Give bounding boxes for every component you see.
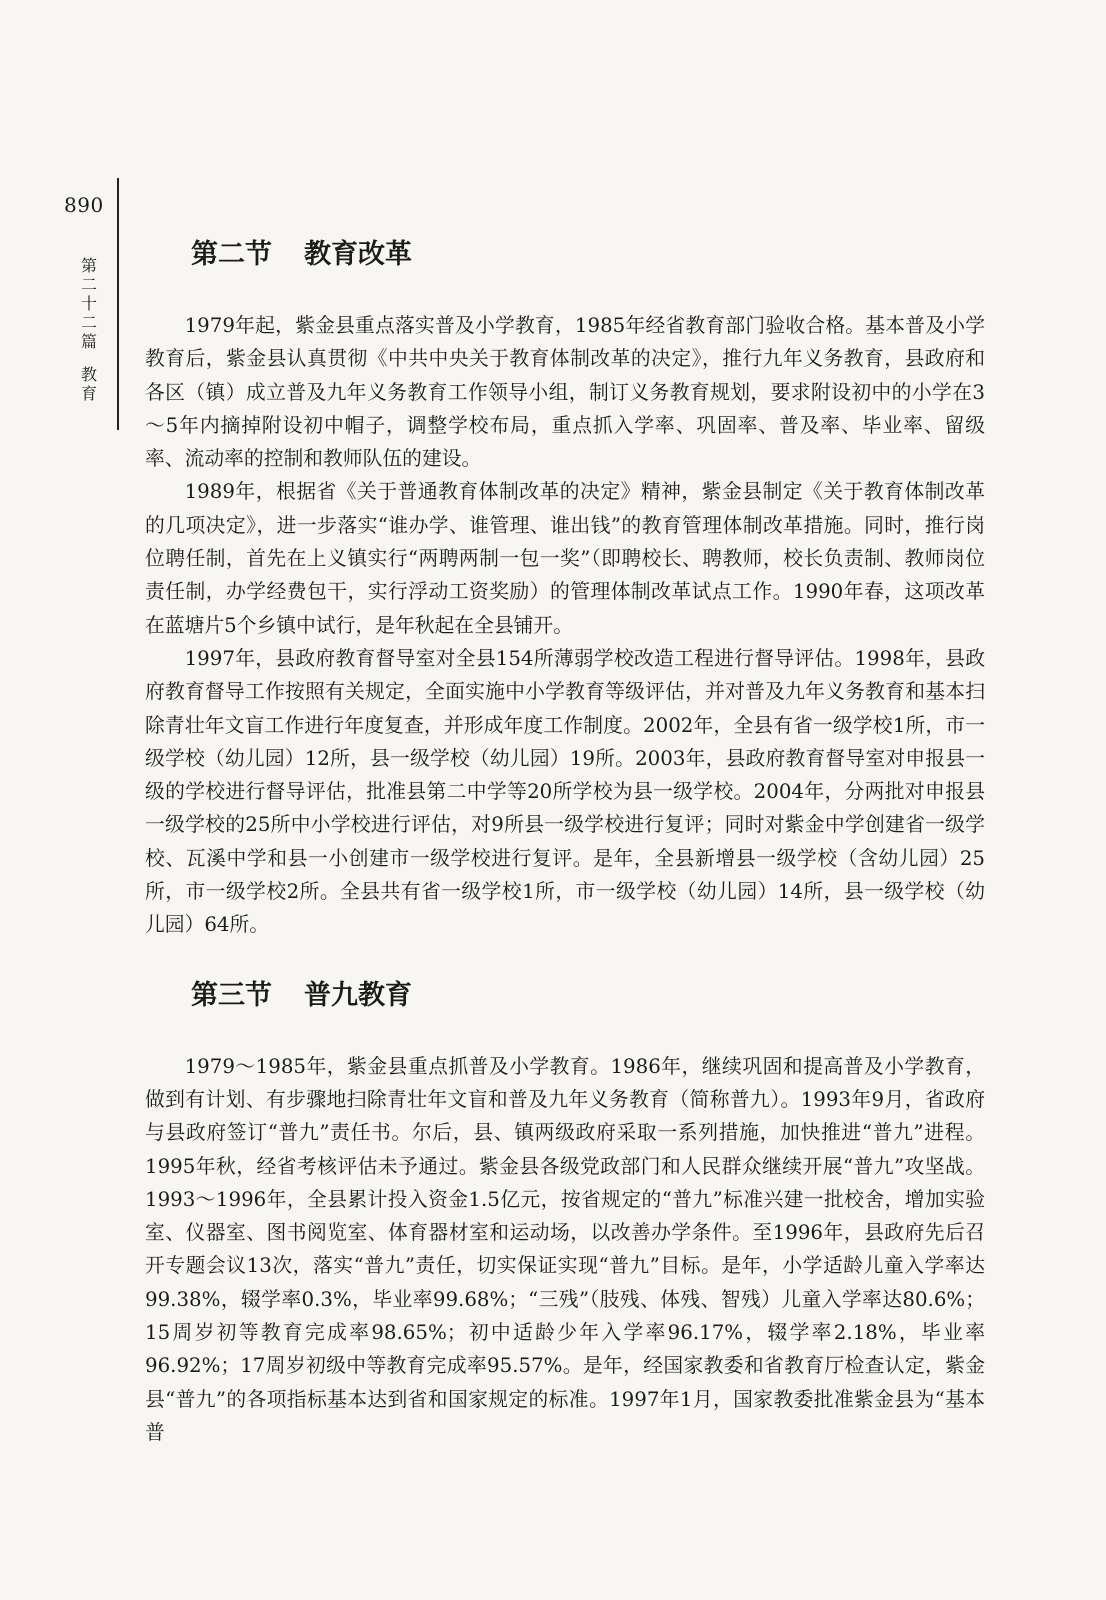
- paragraph: 1997年，县政府教育督导室对全县154所薄弱学校改造工程进行督导评估。1998年，县政府教育督导工作按照有关规定，全面实施中小学教育等级评估，并对普及九年义务教育和基本扫除青壮年文盲工作进行年度复查，并形成年度工作制度。2002年，全县有省一级学校1所，市一级学校（幼儿园）12所，县一级学校（幼儿园）19所。2003年，县政府教育督导室对申报县一级的学校进行督导评估，批准县第二中学等20所学校为县一级学校。2004年，分两批对申报县一级学校的25所中小学校进行评估，对9所县一级学校进行复评；同时对紫金中学创建省一级学校、瓦溪中学和县一小创建市一级学校进行复评。是年，全县新增县一级学校（含幼儿园）25所，市一级学校2所。全县共有省一级学校1所，市一级学校（幼儿园）14所，县一级学校（幼儿园）64所。: [145, 646, 985, 937]
- paragraph: 1989年，根据省《关于普通教育体制改革的决定》精神，紫金县制定《关于教育体制改革的几项决定》，进一步落实“谁办学、谁管理、谁出钱”的教育管理体制改革措施。同时，推行岗位聘任制，首先在上义镇实行“两聘两制一包一奖”（即聘校长、聘教师，校长负责制、教师岗位责任制，办学经费包干，实行浮动工资奖励）的管理体制改革试点工作。1990年春，这项改革在蓝塘片5个乡镇中试行，是年秋起在全县铺开。: [145, 480, 985, 637]
- section-education-reform: [145, 232, 985, 942]
- section-number: 第三节: [191, 979, 272, 1011]
- side-label-part: 第二十二篇: [80, 256, 97, 351]
- margin-rule: [117, 178, 119, 430]
- section-nine-year-education: [145, 973, 985, 1450]
- section-number: 第二节: [191, 239, 272, 270]
- section-heading: [191, 232, 985, 278]
- page-content: [145, 232, 985, 1449]
- side-label: [78, 256, 100, 403]
- side-label-topic: 教育: [80, 365, 97, 403]
- section-title: 教育改革: [304, 239, 412, 270]
- paragraph: 1979年起，紫金县重点落实普及小学教育，1985年经省教育部门验收合格。基本普及小学教育后，紫金县认真贯彻《中共中央关于教育体制改革的决定》，推行九年义务教育，县政府和各区（镇）成立普及九年义务教育工作领导小组，制订义务教育规划，要求附设初中的小学在3～5年内摘掉附设初中帽子，调整学校布局，重点抓入学率、巩固率、普及率、毕业率、留级率、流动率的控制和教师队伍的建设。: [145, 314, 985, 471]
- section-heading: [191, 973, 985, 1019]
- section-title: 普九教育: [304, 979, 412, 1011]
- page-number: 890: [64, 193, 104, 217]
- paragraph: 1979～1985年，紫金县重点抓普及小学教育。1986年，继续巩固和提高普及小学教育，做到有计划、有步骤地扫除青壮年文盲和普及九年义务教育（简称普九）。1993年9月，省政府与县政府签订“普九”责任书。尔后，县、镇两级政府采取一系列措施，加快推进“普九”进程。1995年秋，经省考核评估未予通过。紫金县各级党政部门和人民群众继续开展“普九”攻坚战。1993～1996年，全县累计投入资金1.5亿元，按省规定的“普九”标准兴建一批校舍，增加实验室、仪器室、图书阅览室、体育器材室和运动场，以改善办学条件。至1996年，县政府先后召开专题会议13次，落实“普九”责任，切实保证实现“普九”目标。是年，小学适龄儿童入学率达99.38%，辍学率0.3%，毕业率99.68%；“三残”（肢残、体残、智残）儿童入学率达80.6%；15周岁初等教育完成率98.65%；初中适龄少年入学率96.17%，辍学率2.18%，毕业率96.92%；17周岁初级中等教育完成率95.57%。是年，经国家教委和省教育厅检查认定，紫金县“普九”的各项指标基本达到省和国家规定的标准。1997年1月，国家教委批准紫金县为“基本普: [145, 1054, 985, 1444]
